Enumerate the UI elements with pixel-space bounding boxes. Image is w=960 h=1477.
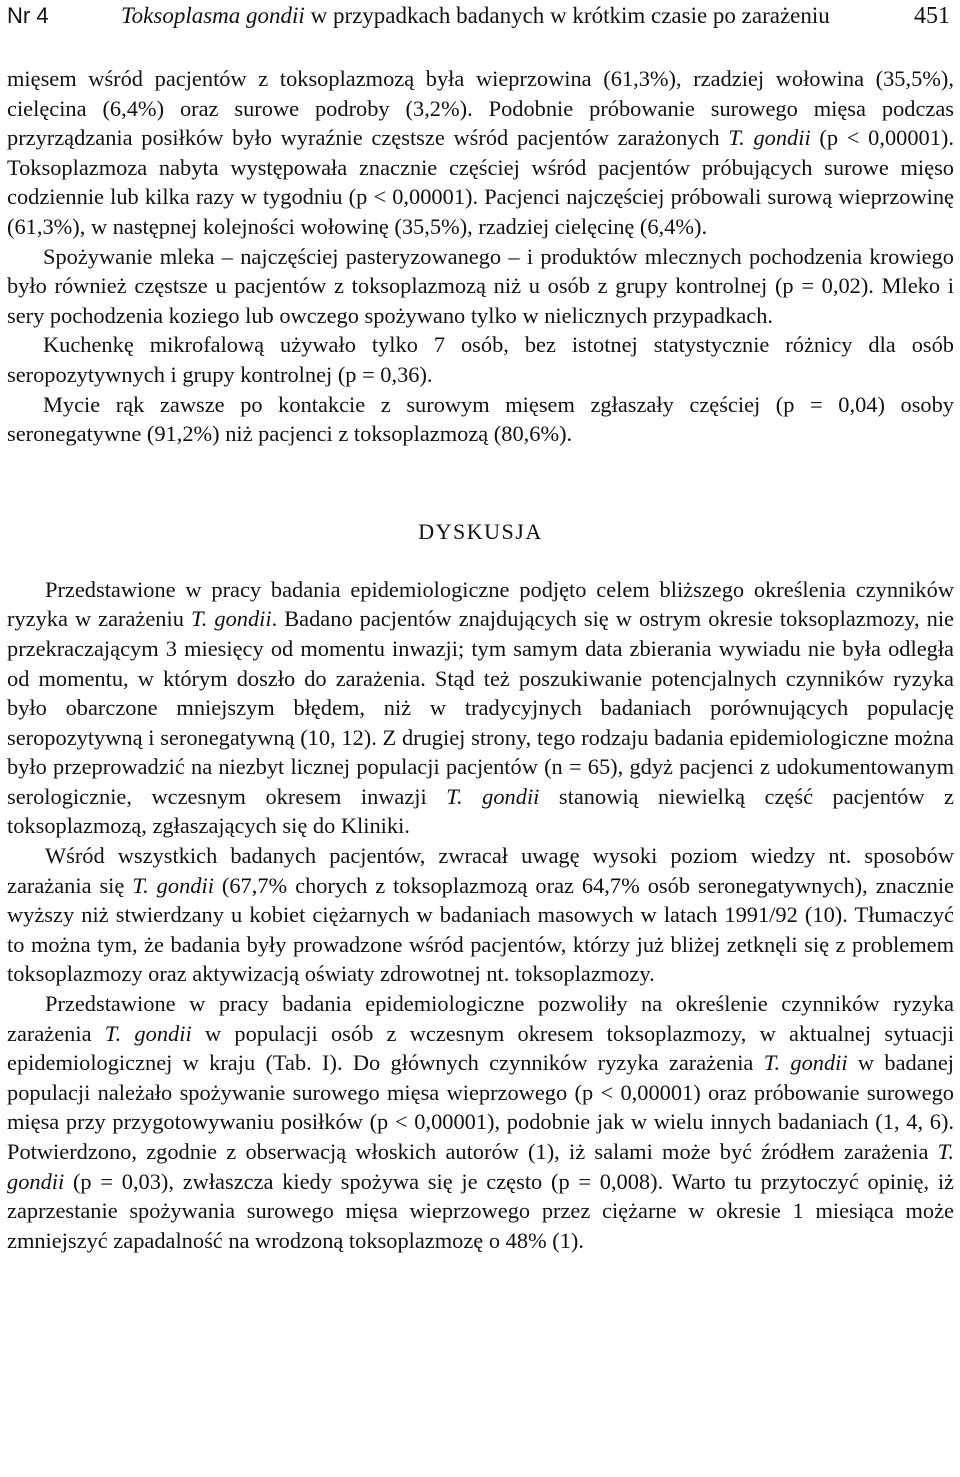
paragraph-text: (67,7% chorych z toksoplazmozą oraz 64,7% osób seronegatywnych), znacznie wyższy niż stwierdzany u kobiet ciężarnych w badaniach masowych w latach 1991/92 (10). Tłumaczyć to można tym, że badania były prowadzone wśród pacjentów, którzy już bliżej zetknęli się z problemem toksoplazmozy oraz aktywizacją oświaty zdrowotnej nt. toksoplazmozy. [7,872,954,987]
species-name: T. gondii [104,1020,192,1046]
results-section [7,64,954,449]
paragraph-text: (p = 0,03), zwłaszcza kiedy spożywa się je często (p = 0,008). Warto tu przytoczyć opinię, iż zaprzestanie spożywania surowego mięsa wieprzowego przez ciężarne w okresie 1 miesiąca może zmniejszyć zapadalność na wrodzoną toksoplazmozę o 48% (1). [7,1168,954,1253]
paragraph-text: mięsem wśród pacjentów z toksoplazmozą była wieprzowina (61,3%), rzadziej wołowina (35,5%), cielęcina (6,4%) oraz surowe podroby (3,2%). Podobnie próbowanie surowego mięsa podczas przyrządzania posiłków było wyraźnie częstsze wśród pacjentów zarażonych [7,66,954,151]
paragraph [7,841,954,989]
paragraph-text: (p < 0,00001). Toksoplazmoza nabyta występowała znacznie częściej wśród pacjentów próbujących surowe mięso codziennie lub kilka razy w tygodniu (p < 0,00001). Pacjenci najczęściej próbowali surową wieprzowinę (61,3%), w następnej kolejności wołowinę (35,5%), rzadziej cielęcinę (6,4%). [7,125,954,239]
running-header [7,0,954,36]
paragraph [7,989,954,1255]
paragraph: Mycie rąk zawsze po kontakcie z surowym mięsem zgłaszały częściej (p = 0,04) osoby seronegatywne (91,2%) niż pacjenci z toksoplazmozą (80,6%). [7,391,954,447]
paragraph-text: w badanej populacji należało spożywanie surowego mięsa wieprzowego (p < 0,00001) oraz próbowanie surowego mięsa przy przygotowywaniu posiłków (p < 0,00001), podobnie jak w wielu innych badaniach (1, 4, 6). Potwierdzono, zgodnie z obserwacją włoskich autorów (1), iż salami może być źródłem zarażenia [7,1050,954,1164]
species-name: T. gondii [7,1139,954,1194]
species-name: T. gondii [446,783,540,809]
paragraph-text: w populacji osób z wczesnym okresem toksoplazmozy, w aktualnej sytuacji epidemiologicznej w kraju (Tab. I). Do głównych czynników ryzyka zarażenia [7,1020,955,1076]
paragraph-text: Wśród wszystkich badanych pacjentów, zwracał uwagę wysoki poziom wiedzy nt. sposobów zarażania się [7,843,954,898]
document-page [7,0,954,1255]
running-title-species: Toksoplasma gondii [121,3,305,28]
paragraph-text: stanowią niewielką część pacjentów z toksoplazmozą, zgłaszających się do Kliniki. [7,783,954,839]
paragraph: Spożywanie mleka – najczęściej pasteryzowanego – i produktów mlecznych pochodzenia krowiego było również częstsze u pacjentów z toksoplazmozą niż u osób z grupy kontrolnej (p = 0,02). Mleko i sery pochodzenia koziego lub owczego spożywano tylko w nielicznych przypadkach. [7,243,954,328]
running-title-rest: w przypadkach badanych w krótkim czasie po zarażeniu [304,3,830,28]
paragraph-text: . Badano pacjentów znajdujących się w ostrym okresie toksoplazmozy, nie przekraczającym 3 miesięcy od momentu inwazji; tym samym data zbierania wywiadu nie była odległa od momentu, w którym doszło do zarażenia. Stąd też poszukiwanie potencjalnych czynników ryzyka było obarczone mniejszym błędem, niż w tradycyjnych badaniach porównujących populację seropozytywną i seronegatywną (10, 12). Z drugiej strony, tego rodzaju badania epidemiologiczne można było przeprowadzić na niezbyt licznej populacji pacjentów (n = 65), gdyż pacjenci z udokumentowanym serologicznie, wczesnym okresem inwazji [7,606,954,809]
running-title [121,0,830,32]
issue-number: Nr 4 [7,3,49,28]
paragraph-text: Przedstawione w pracy badania epidemiologiczne pozwoliły na określenie czynników ryzyka zarażenia [7,991,954,1046]
section-heading: DYSKUSJA [418,518,543,544]
page-number: 451 [914,3,950,29]
species-name: T. gondii [132,872,214,898]
paragraph-text: Przedstawione w pracy badania epidemiologiczne podjęto celem bliższego określenia czynników ryzyka w zarażeniu [7,576,954,632]
paragraph [7,575,954,841]
species-name: T. gondii [728,125,811,151]
species-name: T. gondii [190,606,272,632]
species-name: T. gondii [763,1050,848,1076]
discussion-section [7,575,954,1256]
paragraph [7,64,954,242]
paragraph: Kuchenkę mikrofalową używało tylko 7 osób, bez istotnej statystycznie różnicy dla osób seropozytywnych i grupy kontrolnej (p = 0,36). [7,332,954,387]
